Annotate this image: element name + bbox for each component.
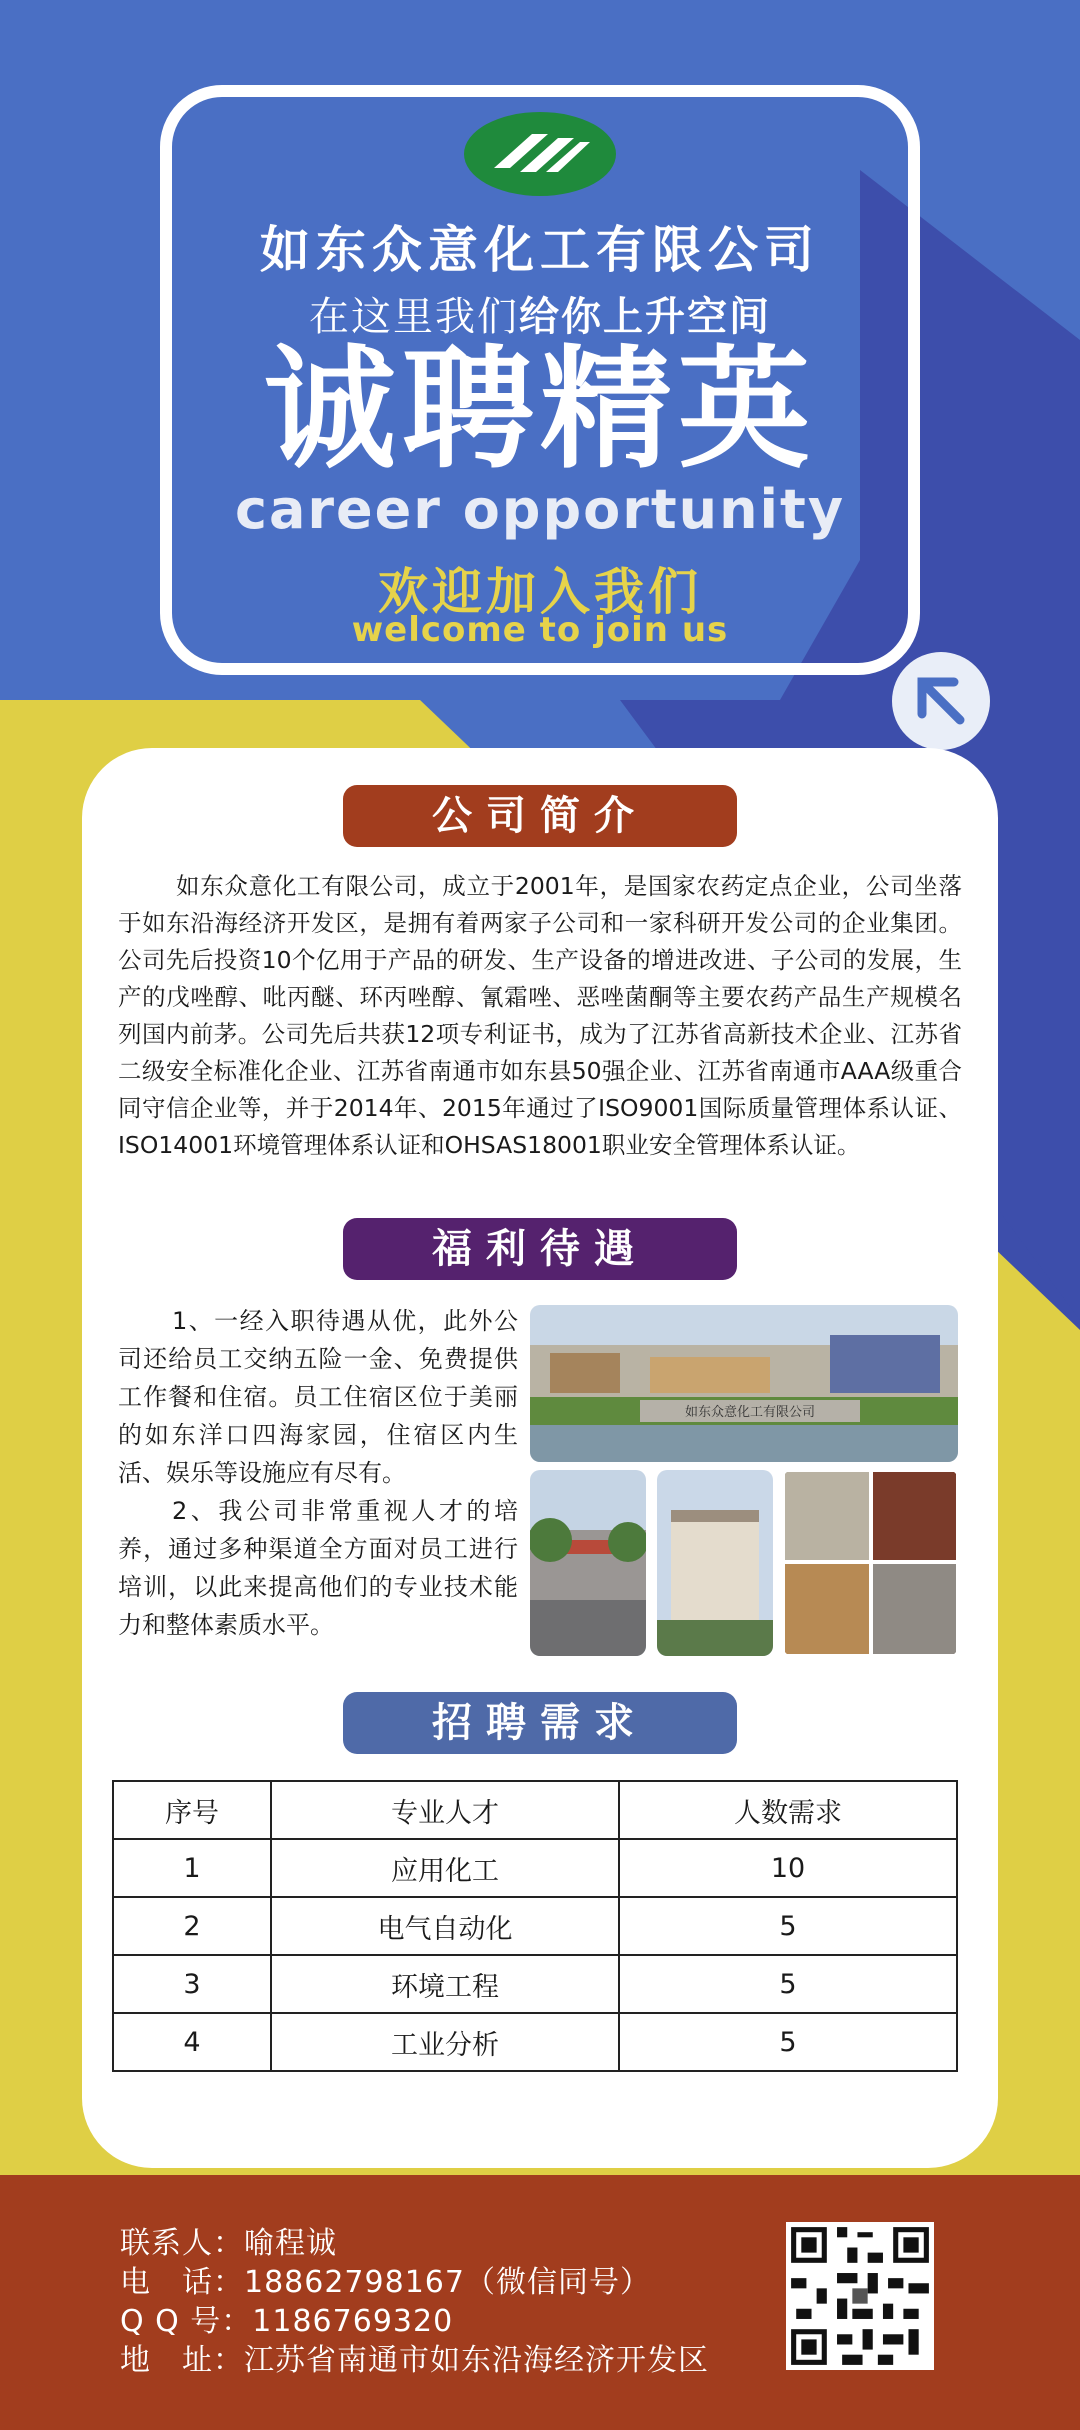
table-row xyxy=(113,1839,957,1897)
qr-code-icon xyxy=(786,2222,934,2370)
table-cell: 5 xyxy=(619,2013,957,2071)
table-cell: 4 xyxy=(113,2013,271,2071)
recruit-title: 招聘需求 xyxy=(343,1692,737,1754)
dorm-building-photo xyxy=(657,1470,773,1656)
headline: 诚聘精英 xyxy=(264,333,816,487)
dorm-rooms-photo xyxy=(783,1470,958,1656)
table-cell: 工业分析 xyxy=(271,2013,619,2071)
company-logo xyxy=(462,110,618,198)
welcome-zh: 欢迎加入我们 xyxy=(378,563,702,621)
contact-address: 地 址：江苏省南通市如东沿海经济开发区 xyxy=(120,2343,709,2378)
contact-person: 联系人：喻程诚 xyxy=(120,2226,337,2261)
table-cell: 电气自动化 xyxy=(271,1897,619,1955)
table-cell: 应用化工 xyxy=(271,1839,619,1897)
column-header: 序号 xyxy=(113,1781,271,1839)
contact-qq: Q Q 号：1186769320 xyxy=(120,2304,454,2339)
benefits-text xyxy=(118,1302,518,1644)
table-header-row xyxy=(113,1781,957,1839)
table-row xyxy=(113,2013,957,2071)
headline-en: career opportunity xyxy=(234,478,846,541)
table-row xyxy=(113,1897,957,1955)
table-cell: 环境工程 xyxy=(271,1955,619,2013)
benefits-title: 福利待遇 xyxy=(343,1218,737,1280)
table-cell: 5 xyxy=(619,1897,957,1955)
welcome-en: welcome to join us xyxy=(351,610,729,650)
factory-photo xyxy=(530,1305,958,1462)
arrow-up-left-icon xyxy=(892,652,990,750)
company-intro: 如东众意化工有限公司，成立于2001年，是国家农药定点企业，公司坐落于如东沿海经济开发区，是拥有着两家子公司和一家科研开发公司的企业集团。公司先后投资10个亿用于产品的研发、生产设备的增进改进、子公司的发展，生产的戊唑醇、吡丙醚、环丙唑醇、氰霜唑、恶唑菌酮等主要农药产品生产规模名列国内前茅。公司先后共获12项专利证书，成为了江苏省高新技术企业、江苏省二级安全标准化企业、江苏省南通市如东县50强企业、江苏省南通市AAA级重合同守信企业等，并于2014年、2015年通过了ISO9001国际质量管理体系认证、ISO14001环境管理体系认证和OHSAS18001职业安全管理体系认证。 xyxy=(118,872,962,1159)
table-cell: 3 xyxy=(113,1955,271,2013)
intro-title: 公司简介 xyxy=(343,785,737,847)
benefit-item: 2、我公司非常重视人才的培养，通过多种渠道全方面对员工进行培训，以此来提高他们的专业技术能力和整体素质水平。 xyxy=(118,1497,518,1639)
contact-phone: 电 话：18862798167（微信同号） xyxy=(120,2265,651,2300)
table-cell: 2 xyxy=(113,1897,271,1955)
dorm-gate-photo xyxy=(530,1470,646,1656)
benefit-item: 1、一经入职待遇从优，此外公司还给员工交纳五险一金、免费提供工作餐和住宿。员工住宿区位于美丽的如东洋口四海家园，住宿区内生活、娱乐等设施应有尽有。 xyxy=(118,1307,518,1487)
table-cell: 5 xyxy=(619,1955,957,2013)
table-row xyxy=(113,1955,957,2013)
company-title: 如东众意化工有限公司 xyxy=(260,221,820,279)
column-header: 人数需求 xyxy=(619,1781,957,1839)
factory-sign: 如东众意化工有限公司 xyxy=(684,1405,816,1420)
table-cell: 1 xyxy=(113,1839,271,1897)
column-header: 专业人才 xyxy=(271,1781,619,1839)
slogan: 在这里我们给你上升空间 xyxy=(309,294,771,340)
recruitment-table xyxy=(112,1780,958,2072)
table-cell: 10 xyxy=(619,1839,957,1897)
